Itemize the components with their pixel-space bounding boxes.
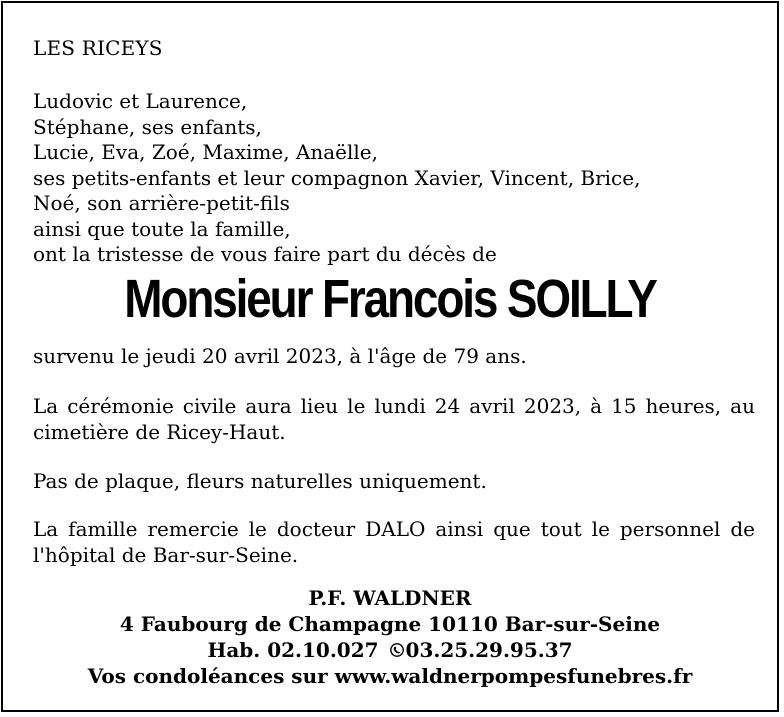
flowers-paragraph: Pas de plaque, fleurs naturelles uniquement. xyxy=(33,469,487,493)
death-info-paragraph: survenu le jeudi 20 avril 2023, à l'âge de 79 ans. xyxy=(33,344,527,368)
family-line: Ludovic et Laurence, xyxy=(33,89,248,113)
family-line: ont la tristesse de vous faire part du décès de xyxy=(33,242,497,266)
company-name: P.F. WALDNER xyxy=(308,586,472,610)
funeral-home-footer xyxy=(3,585,777,689)
family-line: Stéphane, ses enfants, xyxy=(33,114,262,139)
town-heading: LES RICEYS xyxy=(33,36,163,60)
phone-icon xyxy=(390,637,404,663)
family-line: ainsi que toute la famille, xyxy=(33,216,291,241)
company-address: 4 Faubourg de Champagne 10110 Bar-sur-Seine xyxy=(119,612,661,636)
family-line: Noé, son arrière-petit-fils xyxy=(33,191,290,215)
ceremony-paragraph: La cérémonie civile aura lieu le lundi 24 avril 2023, à 15 heures, au cimetière de Ricey-Haut. xyxy=(33,394,755,444)
family-line: ses petits-enfants et leur compagnon Xavier, Vincent, Brice, xyxy=(33,165,641,190)
family-list xyxy=(33,89,640,268)
thanks-paragraph: La famille remercie le docteur DALO ainsi que tout le personnel de l'hôpital de Bar-sur-Seine. xyxy=(33,517,755,567)
condolences-line: Vos condoléances sur www.waldnerpompesfunebres.fr xyxy=(87,664,693,688)
deceased-name: Monsieur Francois SOILLY xyxy=(124,269,656,329)
contact-line xyxy=(3,637,777,663)
obituary-notice xyxy=(1,1,779,712)
family-line: Lucie, Eva, Zoé, Maxime, Anaëlle, xyxy=(33,140,378,164)
habilitation-number: Hab. 02.10.027 xyxy=(207,638,379,662)
phone-number: 03.25.29.95.37 xyxy=(405,638,573,662)
